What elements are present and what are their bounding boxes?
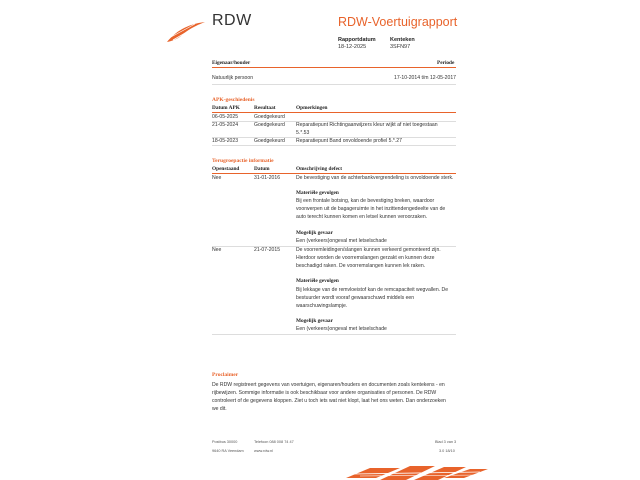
divider	[212, 67, 456, 68]
apk-row-result: Goedgekeurd	[254, 122, 285, 128]
owner-type: Natuurlijk persoon	[212, 75, 254, 81]
rdw-logo-icon	[165, 20, 207, 44]
recall-section-title: Terugroepactie informatie	[212, 158, 274, 164]
apk-row-result: Goedgekeurd	[254, 138, 285, 144]
recall-col-open: Openstaand	[212, 166, 240, 172]
recall-date: 21-07-2015	[254, 247, 281, 253]
apk-col-result: Resultaat	[254, 105, 276, 111]
recall-defect-line: beschadigd raken. De voorremslangen kunnen lek raken.	[296, 263, 426, 269]
disclaimer-line: controleert of de gegevens kloppen. Ziet u toch iets wat niet klopt, laat het ons weten. Dan onderzoeken	[212, 398, 446, 404]
apk-row-remarks-cont: 5.*.53	[296, 130, 310, 136]
owner-label: Eigenaar/houder	[212, 60, 251, 66]
recall-open: Nee	[212, 175, 222, 181]
consequences-line: waarschuwingslampje.	[296, 303, 348, 309]
report-date-value: 18-12-2025	[338, 44, 367, 50]
consequences-line: voorwerpen uit de bagageruimte in het inzittendengedeelte van de	[296, 206, 446, 212]
danger-label: Mogelijk gevaar	[296, 318, 333, 324]
footer-code: 3.0 18/10	[439, 449, 455, 453]
apk-col-remarks: Opmerkingen	[296, 105, 328, 111]
danger-text: Een (verkeers)ongeval met letselschade	[296, 238, 387, 244]
consequences-line: auto terecht kunnen komen en letsel kunnen veroorzaken.	[296, 214, 428, 220]
recall-col-defect: Omschrijving defect	[296, 166, 343, 172]
recall-col-date: Datum	[254, 166, 270, 172]
danger-label: Mogelijk gevaar	[296, 230, 333, 236]
plate-value: 3SFN97	[390, 44, 411, 50]
owner-period: 17-10-2014 t/m 12-05-2017	[394, 75, 457, 81]
danger-text: Een (verkeers)ongeval met letselschade	[296, 326, 387, 332]
consequences-line: Bij lekkage van de remvloeistof kan de remcapaciteit wegvallen. De	[296, 287, 449, 293]
plate-label: Kenteken	[390, 37, 415, 43]
recall-defect-line: Hierdoor worden de voorremslangen gerzakt en kunnen deze	[296, 255, 435, 261]
recall-date: 31-01-2016	[254, 175, 281, 181]
consequences-line: Bij een frontale botsing, kan de bevestiging breken, waardoor	[296, 198, 435, 204]
recall-defect: De bevestiging van de achterbankvergrendeling is onvoldoende sterk.	[296, 175, 454, 181]
apk-row-result: Goedgekeurd	[254, 114, 285, 120]
recall-open: Nee	[212, 247, 222, 253]
footer-page: Blad 3 van 3	[435, 440, 457, 444]
divider	[212, 334, 456, 335]
apk-row-date: 18-05-2023	[212, 138, 239, 144]
consequences-label: Materiële gevolgen	[296, 190, 339, 196]
period-label: Periode	[437, 60, 455, 66]
apk-col-date: Datum APK	[212, 105, 240, 111]
disclaimer-title: Proclaimer	[212, 372, 239, 378]
divider	[212, 112, 456, 113]
decorative-stripes-icon	[340, 464, 490, 480]
footer-phone: Telefoon 088 008 74 47	[254, 440, 294, 444]
footer-website: www.rdw.nl	[254, 449, 273, 453]
document-title: RDW-Voertuigrapport	[338, 15, 458, 29]
consequences-label: Materiële gevolgen	[296, 278, 339, 284]
logo-text: RDW	[212, 12, 252, 29]
disclaimer-line: we dit.	[212, 406, 227, 412]
footer-po-box: Postbus 30000	[212, 440, 238, 444]
consequences-line: bestuurder wordt vooraf gewaarschuwd middels een	[296, 295, 415, 301]
apk-row-date: 21-05-2024	[212, 122, 239, 128]
disclaimer-line: rijbewijzen. Sommige informatie is ook beschikbaar voor andere organisaties of personen. De RDW	[212, 390, 437, 396]
apk-row-remarks: Reparatiepunt Band onvoldoende profiel 5.*.27	[296, 138, 402, 144]
report-date-label: Rapportdatum	[338, 37, 376, 43]
apk-row-date: 06-05-2025	[212, 114, 239, 120]
recall-defect-line: De voorremleidingen/slangen kunnen verkeerd gemonteerd zijn.	[296, 247, 441, 253]
apk-section-title: APK-geschiedenis	[212, 97, 255, 103]
disclaimer-line: De RDW registreert gegevens van voertuigen, eigenaren/houders en documenten zoals kentekens - en	[212, 382, 445, 388]
divider	[212, 145, 456, 146]
divider	[212, 84, 456, 85]
apk-row-remarks: Reparatiepunt Richtingaanwijzers kleur wijkt af niet toegestaan	[296, 122, 438, 128]
footer-city: 9640 RA Veendam	[212, 449, 244, 453]
